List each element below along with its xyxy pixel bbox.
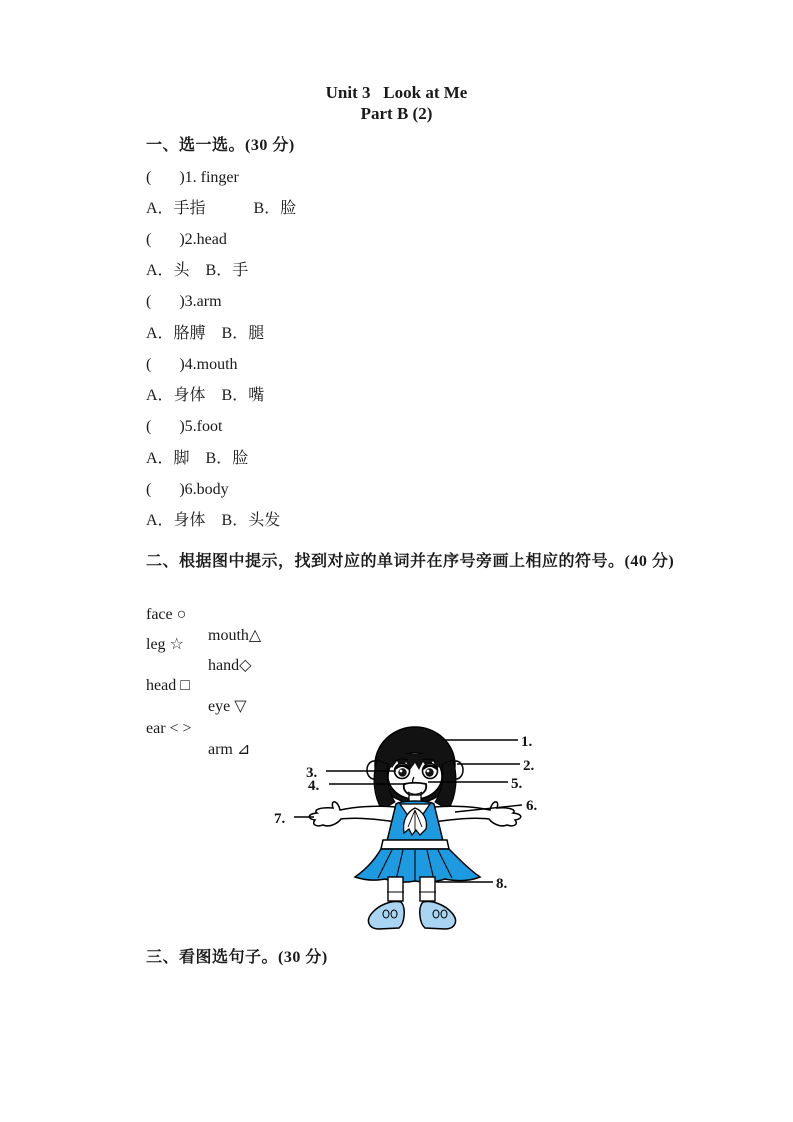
- girl-waistband: [381, 840, 449, 849]
- girl-arm-right: [434, 802, 521, 826]
- figure-number-7: 7.: [274, 811, 286, 827]
- question-options: A．身体 B．嘴: [146, 387, 265, 404]
- question-options: A．身体 B．头发: [146, 512, 281, 529]
- girl-pupil-right: [425, 768, 433, 776]
- figure-number-8: 8.: [496, 876, 508, 892]
- figure-number-6: 6.: [526, 798, 538, 814]
- body-parts-figure: [250, 720, 555, 945]
- girl-eye-highlight-right: [427, 770, 430, 773]
- girl-skirt: [355, 849, 480, 882]
- word-symbol: leg ☆: [146, 636, 184, 653]
- doc-title: Unit 3 Look at Me: [325, 83, 468, 102]
- figure-number-3: 3.: [306, 765, 318, 781]
- question-stem: ( )4.mouth: [146, 356, 238, 373]
- girl-eye-highlight-left: [400, 770, 403, 773]
- section1-heading: 一、选一选。(30 分): [146, 137, 295, 154]
- doc-subtitle: Part B (2): [360, 104, 433, 123]
- girl-shoe-right: [420, 902, 456, 929]
- word-symbol: ear < >: [146, 720, 192, 737]
- word-symbol: face ○: [146, 606, 187, 623]
- figure-number-2: 2.: [523, 758, 535, 774]
- word-symbol: arm ⊿: [208, 741, 251, 758]
- word-symbol: hand◇: [208, 657, 252, 674]
- question-stem: ( )2.head: [146, 231, 227, 248]
- figure-number-1: 1.: [521, 734, 533, 750]
- figure-number-4: 4.: [308, 778, 320, 794]
- word-symbol: eye ▽: [208, 698, 247, 715]
- section2-heading: 二、根据图中提示，找到对应的单词并在序号旁画上相应的符号。(40 分): [146, 553, 675, 570]
- question-stem: ( )1. finger: [146, 169, 239, 186]
- girl-arm-left: [309, 802, 396, 826]
- question-stem: ( )6.body: [146, 481, 229, 498]
- girl-leg-left: [388, 877, 403, 901]
- question-options: A．手指 B．脸: [146, 200, 297, 217]
- word-symbol: head □: [146, 677, 190, 694]
- question-options: A．胳膊 B．腿: [146, 325, 265, 342]
- girl-leg-right: [420, 877, 435, 901]
- girl-illustration: [309, 727, 521, 929]
- question-stem: ( )5.foot: [146, 418, 223, 435]
- girl-diagram-svg: [250, 720, 555, 945]
- question-stem: ( )3.arm: [146, 293, 222, 310]
- girl-pupil-left: [398, 768, 406, 776]
- question-options: A．脚 B．脸: [146, 450, 249, 467]
- figure-number-5: 5.: [511, 776, 523, 792]
- question-options: A．头 B．手: [146, 262, 249, 279]
- word-symbol: mouth△: [208, 627, 262, 644]
- section3-heading: 三、看图选句子。(30 分): [146, 949, 328, 966]
- girl-shoe-left: [368, 902, 404, 929]
